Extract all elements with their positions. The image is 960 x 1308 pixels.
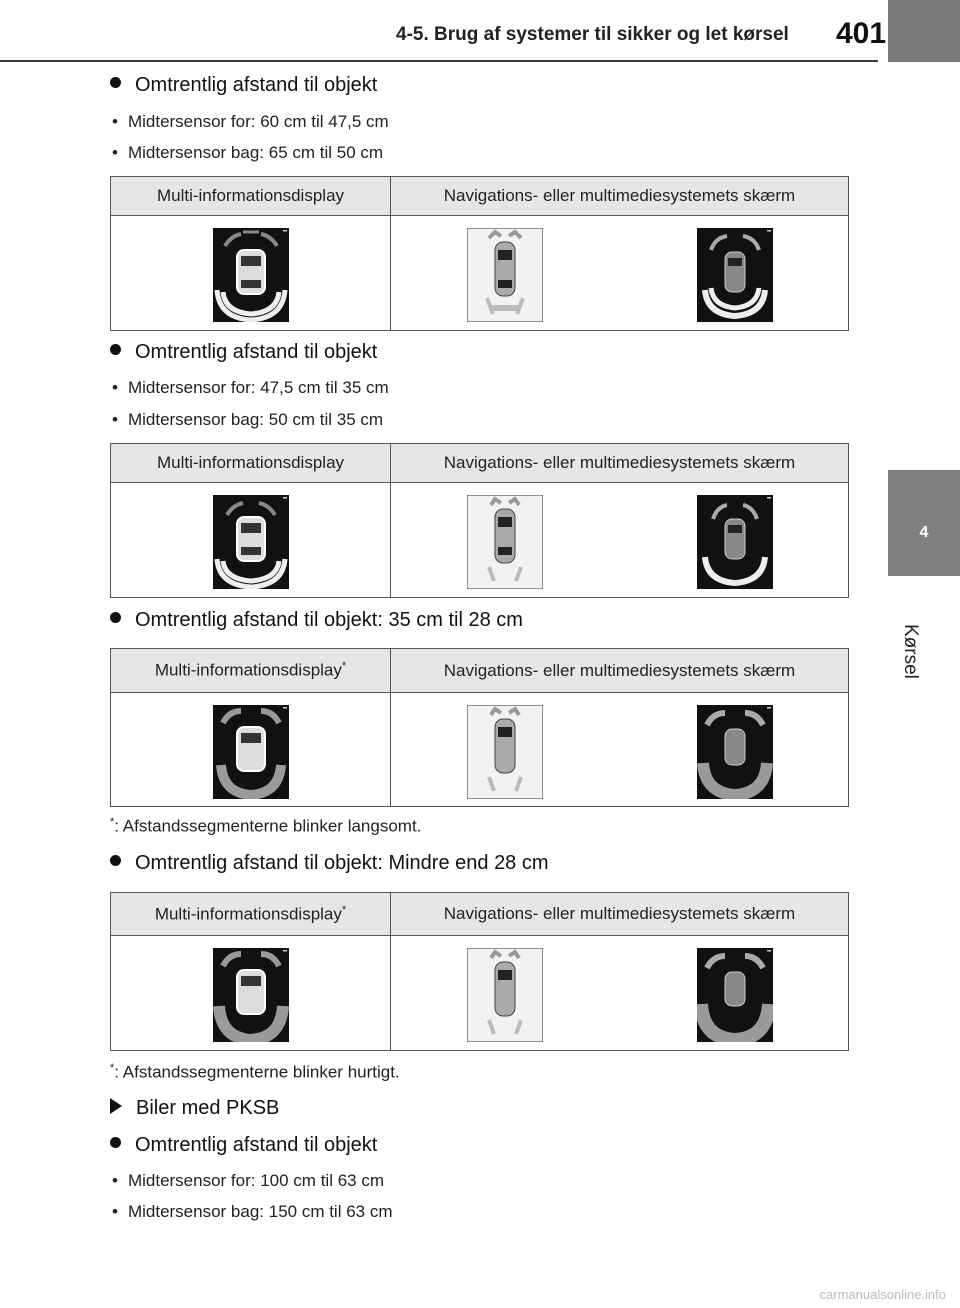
watermark: carmanualsonline.info	[819, 1287, 946, 1302]
subsection-heading	[110, 1097, 279, 1120]
multi-info-cell	[111, 936, 391, 1051]
display-table	[110, 648, 849, 807]
col-header-text: Multi-informationsdisplay	[154, 904, 342, 924]
col-header-nav: Navigations- eller multimediesystemets skærm	[391, 444, 849, 483]
nav-cell	[391, 216, 849, 331]
heading-text: Omtrentlig afstand til objekt	[135, 1134, 378, 1156]
footnote	[110, 1062, 400, 1083]
nav-display-dark-image	[697, 948, 773, 1042]
col-header-nav: Navigations- eller multimediesystemets skærm	[391, 649, 849, 693]
list-item	[112, 1202, 393, 1222]
chapter-tab	[888, 470, 960, 576]
triangle-bullet-icon	[110, 1098, 122, 1114]
col-header-multi-info: Multi-informationsdisplay	[111, 177, 391, 216]
list-item-text: Midtersensor bag: 150 cm til 63 cm	[127, 1202, 393, 1221]
footnote-mark: *	[110, 1062, 115, 1074]
col-header-nav: Navigations- eller multimediesystemets skærm	[391, 893, 849, 936]
list-item	[112, 143, 383, 163]
nav-display-dark-image	[697, 705, 773, 799]
list-item	[112, 112, 389, 132]
col-header-text: Multi-informationsdisplay	[154, 660, 342, 680]
heading-text: Omtrentlig afstand til objekt	[135, 341, 378, 363]
multi-info-display-image	[213, 495, 289, 589]
multi-info-display-image	[213, 705, 289, 799]
col-header-multi-info: Multi-informationsdisplay	[111, 444, 391, 483]
section-heading	[110, 74, 377, 97]
bullet-glyph: •	[112, 112, 118, 131]
side-tab-top	[888, 0, 960, 62]
bullet-dot-icon	[110, 855, 121, 866]
col-header-nav: Navigations- eller multimediesystemets skærm	[391, 177, 849, 216]
footnote-mark: *	[110, 816, 115, 828]
bullet-dot-icon	[110, 1137, 121, 1148]
nav-cell	[391, 483, 849, 598]
chapter-number: 4	[919, 524, 929, 541]
bullet-glyph: •	[112, 1171, 118, 1190]
col-header-multi-info	[111, 649, 391, 693]
chapter-label-text: Kørsel	[900, 624, 921, 679]
footnote-text: : Afstandssegmenterne blinker hurtigt.	[114, 1062, 400, 1082]
list-item-text: Midtersensor bag: 65 cm til 50 cm	[127, 143, 384, 162]
multi-info-display-image	[213, 948, 289, 1042]
heading-text: Biler med PKSB	[136, 1097, 280, 1119]
list-item	[112, 410, 383, 430]
multi-info-display-image	[213, 228, 289, 322]
multi-info-cell	[111, 216, 391, 331]
section-heading	[110, 1134, 377, 1157]
bullet-glyph: •	[112, 1202, 118, 1221]
display-table	[110, 892, 849, 1051]
footnote-mark: *	[341, 903, 347, 916]
section-heading	[110, 852, 549, 875]
heading-text: Omtrentlig afstand til objekt: Mindre end 28 cm	[135, 852, 549, 874]
bullet-glyph: •	[112, 143, 118, 162]
bullet-dot-icon	[110, 612, 121, 623]
nav-display-light-image	[467, 705, 543, 799]
col-header-multi-info	[111, 893, 391, 936]
footnote-mark: *	[341, 660, 347, 673]
bullet-dot-icon	[110, 77, 121, 88]
chapter-label	[893, 624, 933, 744]
nav-cell	[391, 693, 849, 807]
list-item	[112, 1171, 384, 1191]
list-item	[112, 378, 389, 398]
nav-cell	[391, 936, 849, 1051]
nav-display-light-image	[467, 228, 543, 322]
multi-info-cell	[111, 693, 391, 807]
nav-display-dark-image	[697, 228, 773, 322]
section-title: 4-5. Brug af systemer til sikker og let kørsel	[396, 24, 789, 45]
display-table	[110, 176, 849, 331]
page-number: 401	[836, 17, 887, 50]
heading-text: Omtrentlig afstand til objekt: 35 cm til 28 cm	[135, 609, 523, 631]
bullet-glyph: •	[112, 378, 118, 397]
heading-text: Omtrentlig afstand til objekt	[135, 74, 378, 96]
footnote	[110, 816, 421, 837]
nav-display-light-image	[467, 495, 543, 589]
list-item-text: Midtersensor bag: 50 cm til 35 cm	[127, 410, 384, 429]
bullet-dot-icon	[110, 344, 121, 355]
section-heading	[110, 609, 523, 632]
display-table	[110, 443, 849, 598]
header-divider	[0, 60, 878, 62]
section-heading	[110, 341, 377, 364]
nav-display-dark-image	[697, 495, 773, 589]
multi-info-cell	[111, 483, 391, 598]
list-item-text: Midtersensor for: 100 cm til 63 cm	[127, 1171, 384, 1190]
list-item-text: Midtersensor for: 47,5 cm til 35 cm	[127, 378, 389, 397]
nav-display-light-image	[467, 948, 543, 1042]
page-header	[0, 0, 960, 62]
footnote-text: : Afstandssegmenterne blinker langsomt.	[114, 816, 422, 836]
bullet-glyph: •	[112, 410, 118, 429]
list-item-text: Midtersensor for: 60 cm til 47,5 cm	[127, 112, 389, 131]
